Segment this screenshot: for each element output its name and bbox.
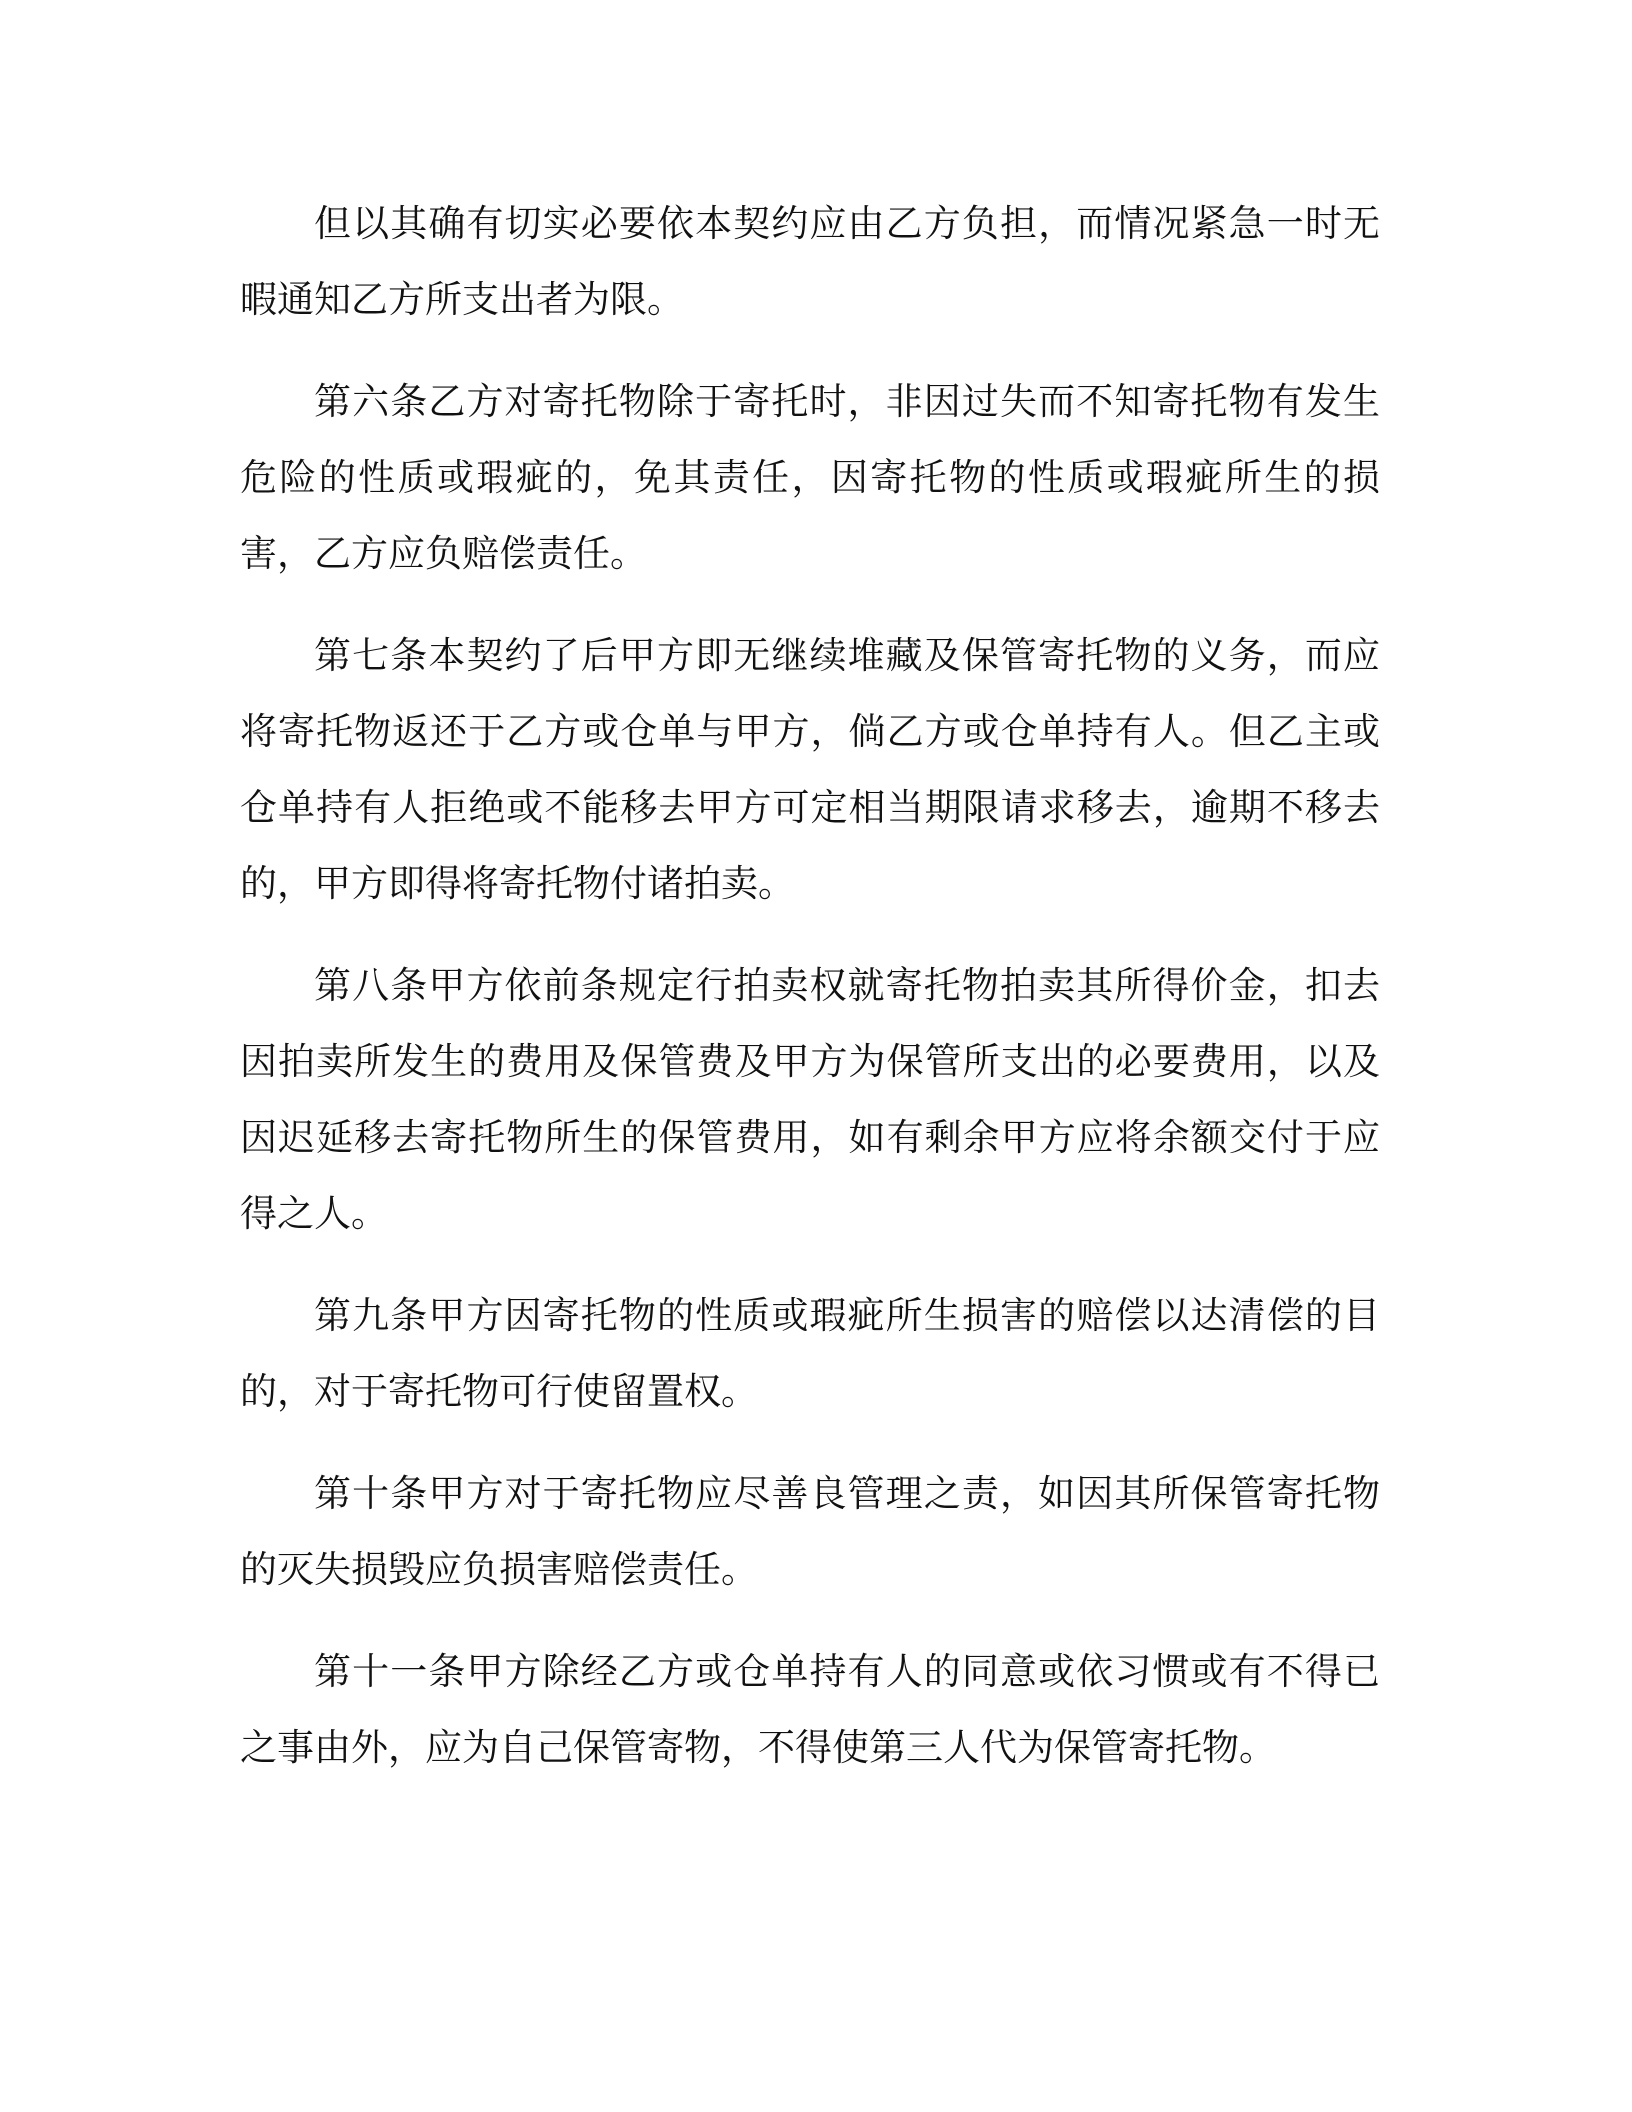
paragraph-article-6: 第六条乙方对寄托物除于寄托时，非因过失而不知寄托物有发生危险的性质或瑕疵的，免其责任，因寄托物的性质或瑕疵所生的损害，乙方应负赔偿责任。 bbox=[240, 380, 1380, 575]
paragraph-article-8: 第八条甲方依前条规定行拍卖权就寄托物拍卖其所得价金，扣去因拍卖所发生的费用及保管费及甲方为保管所支出的必要费用，以及因迟延移去寄托物所生的保管费用，如有剩余甲方应将余额交付于应得之人。 bbox=[240, 964, 1380, 1235]
paragraph-continuation: 但以其确有切实必要依本契约应由乙方负担，而情况紧急一时无暇通知乙方所支出者为限。 bbox=[240, 202, 1380, 321]
paragraph-article-11: 第十一条甲方除经乙方或仓单持有人的同意或依习惯或有不得已之事由外，应为自己保管寄物，不得使第三人代为保管寄托物。 bbox=[240, 1650, 1380, 1769]
paragraph-article-10: 第十条甲方对于寄托物应尽善良管理之责，如因其所保管寄托物的灭失损毁应负损害赔偿责任。 bbox=[240, 1472, 1380, 1591]
paragraph-article-7: 第七条本契约了后甲方即无继续堆藏及保管寄托物的义务，而应将寄托物返还于乙方或仓单与甲方，倘乙方或仓单持有人。但乙主或仓单持有人拒绝或不能移去甲方可定相当期限请求移去，逾期不移去的，甲方即得将寄托物付诸拍卖。 bbox=[240, 634, 1380, 905]
document-body bbox=[240, 186, 1380, 1812]
paragraph-article-9: 第九条甲方因寄托物的性质或瑕疵所生损害的赔偿以达清偿的目的，对于寄托物可行使留置权。 bbox=[240, 1294, 1380, 1413]
